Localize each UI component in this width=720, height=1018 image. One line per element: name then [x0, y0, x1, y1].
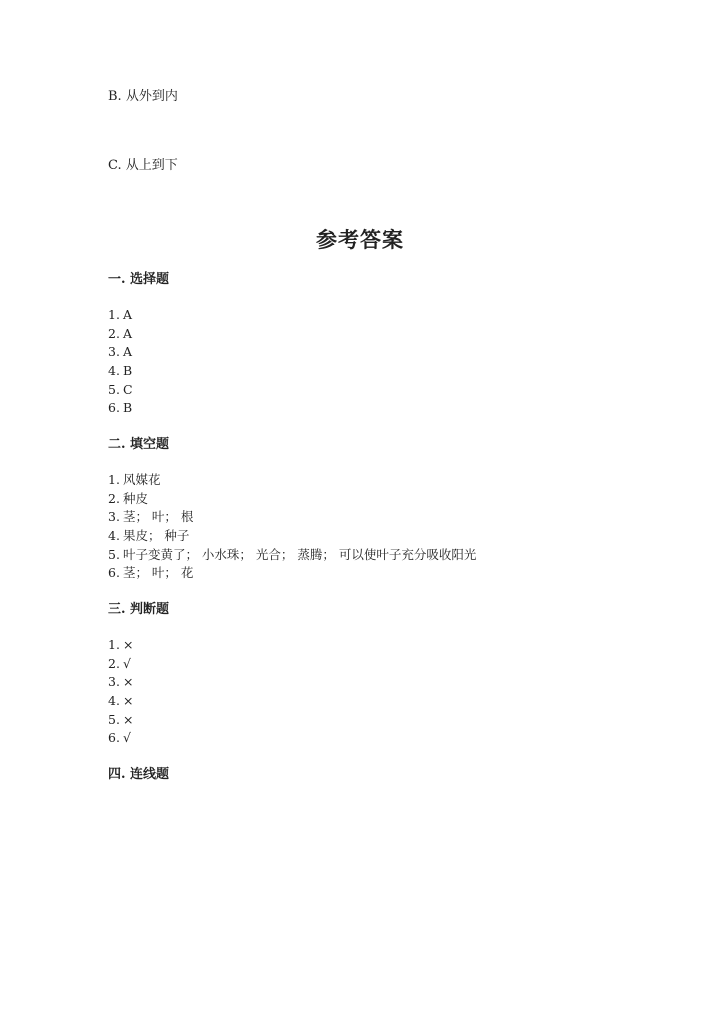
list-item: [108, 527, 476, 546]
item-answer: 种皮: [122, 490, 148, 506]
item-answer: A: [122, 307, 132, 322]
answer-list-fill: [108, 471, 476, 583]
item-number: 4.: [108, 693, 120, 709]
list-item: [108, 471, 476, 490]
item-answer: 茎； 叶； 根: [122, 509, 194, 525]
item-answer: 叶子变黄了； 小水珠； 光合； 蒸腾； 可以使叶子充分吸收阳光: [122, 546, 477, 562]
list-item: [108, 711, 133, 730]
item-number: 5.: [108, 546, 120, 562]
item-number: 2.: [108, 490, 120, 506]
list-item: [108, 729, 133, 748]
section-heading-fill: 二. 填空题: [108, 437, 170, 452]
list-item: [108, 564, 476, 583]
list-item: [108, 343, 133, 362]
item-number: 6.: [108, 730, 120, 746]
section-heading-matching: 四. 连线题: [108, 767, 170, 782]
option-c: C. 从上到下: [108, 158, 178, 173]
item-number: 6.: [108, 565, 120, 581]
item-answer: ×: [122, 674, 134, 690]
item-answer: √: [122, 730, 131, 746]
item-answer: 果皮； 种子: [122, 528, 190, 544]
item-answer: √: [122, 655, 131, 671]
item-number: 2.: [108, 325, 120, 341]
item-number: 3.: [108, 674, 120, 690]
item-number: 1.: [108, 307, 120, 322]
list-item: [108, 655, 133, 674]
section-heading-judge: 三. 判断题: [108, 602, 170, 617]
item-number: 3.: [108, 509, 120, 525]
item-answer: ×: [122, 637, 134, 652]
item-number: 5.: [108, 711, 120, 727]
item-number: 5.: [108, 381, 120, 397]
item-number: 6.: [108, 400, 120, 416]
list-item: [108, 673, 133, 692]
item-number: 4.: [108, 363, 120, 379]
list-item: [108, 546, 476, 565]
list-item: [108, 306, 133, 325]
option-b: B. 从外到内: [108, 89, 178, 104]
list-item: [108, 490, 476, 509]
item-answer: ×: [122, 693, 134, 709]
item-answer: A: [122, 344, 132, 360]
list-item: [108, 325, 133, 344]
item-number: 1.: [108, 472, 120, 487]
list-item: [108, 381, 133, 400]
item-number: 4.: [108, 528, 120, 544]
list-item: [108, 362, 133, 381]
item-answer: 茎； 叶； 花: [122, 565, 194, 581]
item-number: 2.: [108, 655, 120, 671]
answer-list-judge: [108, 636, 133, 748]
list-item: [108, 399, 133, 418]
item-answer: B: [122, 363, 133, 379]
item-answer: B: [122, 400, 133, 416]
item-answer: C: [122, 381, 133, 397]
list-item: [108, 508, 476, 527]
list-item: [108, 636, 133, 655]
answer-title: 参考答案: [316, 227, 404, 252]
answer-list-choice: [108, 306, 133, 418]
list-item: [108, 692, 133, 711]
item-answer: ×: [122, 711, 134, 727]
section-heading-choice: 一. 选择题: [108, 272, 170, 287]
item-answer: A: [122, 325, 132, 341]
item-number: 3.: [108, 344, 120, 360]
item-answer: 风媒花: [122, 472, 161, 487]
item-number: 1.: [108, 637, 120, 652]
